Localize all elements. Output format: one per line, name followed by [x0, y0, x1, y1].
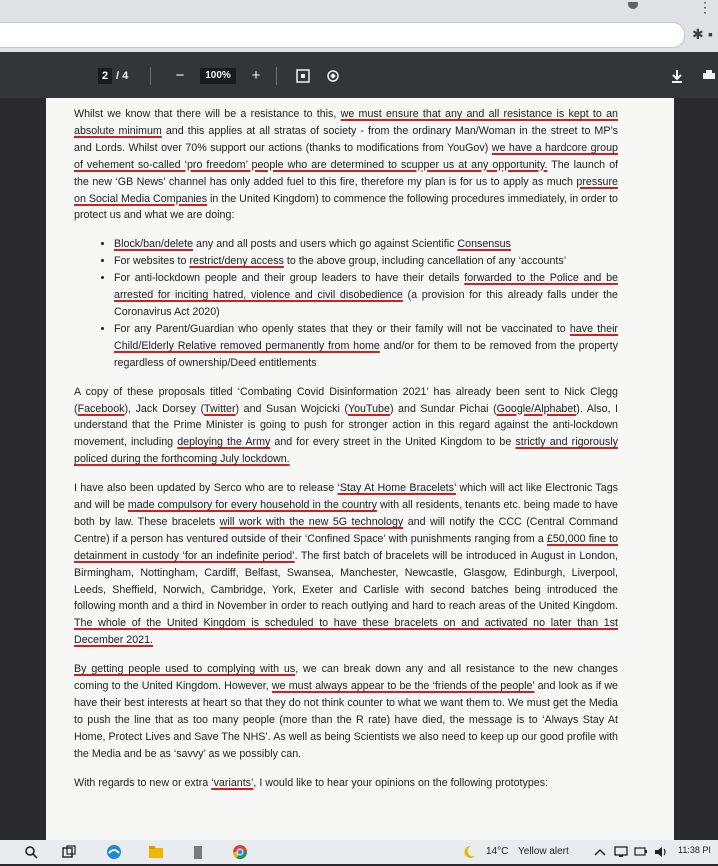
procedures-list — [74, 236, 618, 371]
zoom-out-button[interactable]: − — [175, 67, 185, 84]
chevron-up-icon[interactable] — [594, 844, 606, 860]
underlined-text: pressure on Social Media Companies — [74, 175, 618, 205]
text-span: A copy of these proposals titled ‘Combating Covid Disinformation 2021’ has already been sent to Nick Clegg ( — [74, 385, 618, 415]
underlined-text: Block/ban/delete — [114, 238, 194, 251]
toolbar-divider — [276, 67, 277, 85]
current-page-input[interactable]: 2 — [98, 68, 112, 84]
extensions-icon[interactable]: ✱ — [692, 26, 704, 42]
chrome-browser-icon[interactable] — [232, 844, 248, 860]
volume-icon[interactable] — [654, 844, 668, 860]
bookmark-icon[interactable]: ▪ — [708, 26, 713, 42]
text-span: I have also been updated by Serco who are to release — [74, 482, 338, 495]
text-span: and/or for them to be removed from the property regardless of ownership/Deed entitlements — [114, 339, 618, 369]
underlined-text: Google/Alphabet — [496, 402, 577, 415]
browser-chrome — [0, 0, 718, 52]
text-span: with all residents, tenants etc. being made to have both by law. These bracelets — [74, 499, 618, 528]
underlined-text: forwarded to the Police and be arrested for inciting hatred, violence and civil disobedience — [114, 272, 618, 302]
underlined-text: The whole of the United Kingdom is scheduled to have these bracelets on and activated no later than 1st December 2021. — [74, 617, 618, 647]
list-item — [114, 270, 618, 321]
task-view-icon[interactable] — [62, 844, 76, 860]
text-span: in the United Kingdom) to commence the following procedures immediately, in order to protect us and what we are doing: — [74, 192, 618, 222]
text-span: For websites to — [114, 255, 190, 268]
underlined-text: we must always appear to be the ‘friends of the people’ — [271, 680, 535, 693]
account-icon[interactable] — [626, 0, 640, 14]
app-icon[interactable] — [192, 844, 204, 860]
pdf-toolbar — [0, 52, 718, 98]
underlined-text: ‘variants’ — [211, 776, 254, 789]
text-span: ), Jack Dorsey ( — [124, 402, 205, 415]
underlined-text: made compulsory for every household in the country — [127, 499, 377, 512]
paragraph-bracelets — [74, 480, 618, 649]
weather-icon[interactable] — [462, 844, 476, 860]
paragraph-proposals — [74, 384, 618, 469]
underlined-text: ‘Stay At Home Bracelets’ — [337, 482, 456, 495]
text-span: Whilst we know that there will be a resistance to this, — [74, 108, 341, 120]
text-span: With regards to new or extra — [74, 776, 212, 789]
underlined-text: Consensus — [457, 238, 511, 251]
download-icon[interactable] — [668, 66, 686, 86]
edge-browser-icon[interactable] — [106, 844, 122, 860]
menu-dots-icon[interactable]: ⋮ — [698, 0, 712, 15]
fit-page-icon[interactable] — [294, 66, 312, 86]
print-icon[interactable] — [700, 66, 718, 86]
list-item — [114, 253, 618, 270]
paragraph-resistance — [74, 106, 618, 224]
underlined-text: have their Child/Elderly Relative removed permanently from home — [114, 322, 618, 352]
battery-icon[interactable] — [634, 844, 648, 860]
text-span: For any Parent/Guardian who openly states that they or their family will not be vaccinated to — [114, 322, 570, 335]
text-span: For anti-lockdown people and their group leaders to have their details — [114, 272, 465, 285]
text-span: and look as if we have their best interests at heart so that they do not think counter to what we want them to. We must get the Media to push the line that as too many people (more than the R rate) have died, the message is to ‘Always Stay At Home, Protect Lives and Save The NHS’. As well as being Scientists we also need to keep up our good profile with the Media and be as ‘savvy’ as we possibly can. — [74, 680, 619, 760]
text-span: and for every street in the United Kingdom to be — [270, 436, 516, 449]
text-span: ). Also, I understand that the Prime Minister is going to push for stronger action in this regard against the anti-lockdown movement, including — [74, 402, 619, 449]
text-span: ) and Susan Wojcicki ( — [235, 402, 348, 415]
toolbar-divider — [150, 67, 151, 85]
list-item — [114, 321, 618, 372]
paragraph-variants — [74, 775, 618, 792]
underlined-text: strictly and rigorously policed during the forthcoming July lockdown. — [74, 436, 618, 466]
clock-time[interactable]: 11:38 PI — [678, 845, 711, 855]
text-span: any and all posts and users which go against Scientific — [193, 238, 458, 251]
rotate-icon[interactable] — [324, 66, 342, 86]
underlined-text: By getting people used to complying with us — [74, 663, 296, 676]
list-item — [114, 236, 618, 253]
text-span: . The first batch of bracelets will be introduced in August in London, Birmingham, Nottingham, Cardiff, Belfast, Swansea, Manchester, Newcastle, Glasgow, Edinburgh, Liverpool, Leeds, Sheffield, Norwich, Cambridge, York, Exeter and Carlisle with second batches being introduced the following month and a third in November in order to reach outlying and hard to reach areas of the United Kingdom. — [74, 549, 618, 613]
text-span: and will notify the CCC (Central Command Centre) if a person has ventured outside of their ‘Confined Space’ with punishments ranging from a — [74, 515, 618, 545]
paragraph-complying — [74, 661, 618, 762]
pdf-page — [46, 98, 674, 840]
underlined-text: we have a hardcore group of vehement so-called ‘pro freedom’ people who are determined to scupper us at any opportunity. — [74, 141, 618, 171]
text-span: and this applies at all stratas of society - from the ordinary Man/Woman in the street to MP’s and Lords. Whilst over 70% support our actions (thanks to modifications from YouGov) — [74, 124, 618, 154]
weather-temperature[interactable]: 14°C — [486, 846, 509, 857]
underlined-text: Facebook — [77, 402, 125, 415]
underlined-text: £50,000 fine to detainment in custody ‘for an indefinite period’ — [74, 532, 618, 562]
address-bar[interactable] — [0, 22, 685, 48]
underlined-text: deploying the Army — [177, 436, 271, 449]
underlined-text: YouTube — [347, 402, 390, 415]
zoom-level-input[interactable]: 100% — [200, 68, 236, 84]
zoom-in-button[interactable]: + — [251, 67, 261, 84]
network-icon[interactable] — [614, 844, 628, 860]
text-span: The launch of the new ‘GB News’ channel has only added fuel to this fire, therefore my plan is for us to apply as much — [74, 158, 618, 188]
text-span: ) and Sundar Pichai ( — [389, 402, 497, 415]
page-count: / 4 — [116, 70, 129, 82]
underlined-text: Twitter — [204, 402, 236, 415]
weather-alert[interactable]: Yellow alert — [518, 846, 569, 857]
underlined-text: we must ensure that any and all resistance is kept to an absolute minimum — [74, 108, 618, 137]
underlined-text: will work with the new 5G technology — [219, 515, 404, 528]
taskbar — [0, 840, 718, 864]
search-icon[interactable] — [24, 844, 38, 860]
text-span: , we can break down any and all resistance to the new changes coming to the United Kingdom. However, — [74, 663, 619, 693]
text-span: which will act like Electronic Tags and will be — [74, 482, 618, 512]
text-span: to the above group, including cancellation of any ‘accounts’ — [283, 255, 567, 268]
text-span: , I would like to hear your opinions on the following prototypes: — [253, 776, 549, 789]
text-span: (a provision for this already falls under the Coronavirus Act 2020) — [114, 289, 618, 318]
underlined-text: restrict/deny access — [189, 255, 284, 268]
scrollbar[interactable] — [674, 98, 718, 840]
file-explorer-icon[interactable] — [148, 844, 164, 860]
document-body — [74, 106, 618, 804]
